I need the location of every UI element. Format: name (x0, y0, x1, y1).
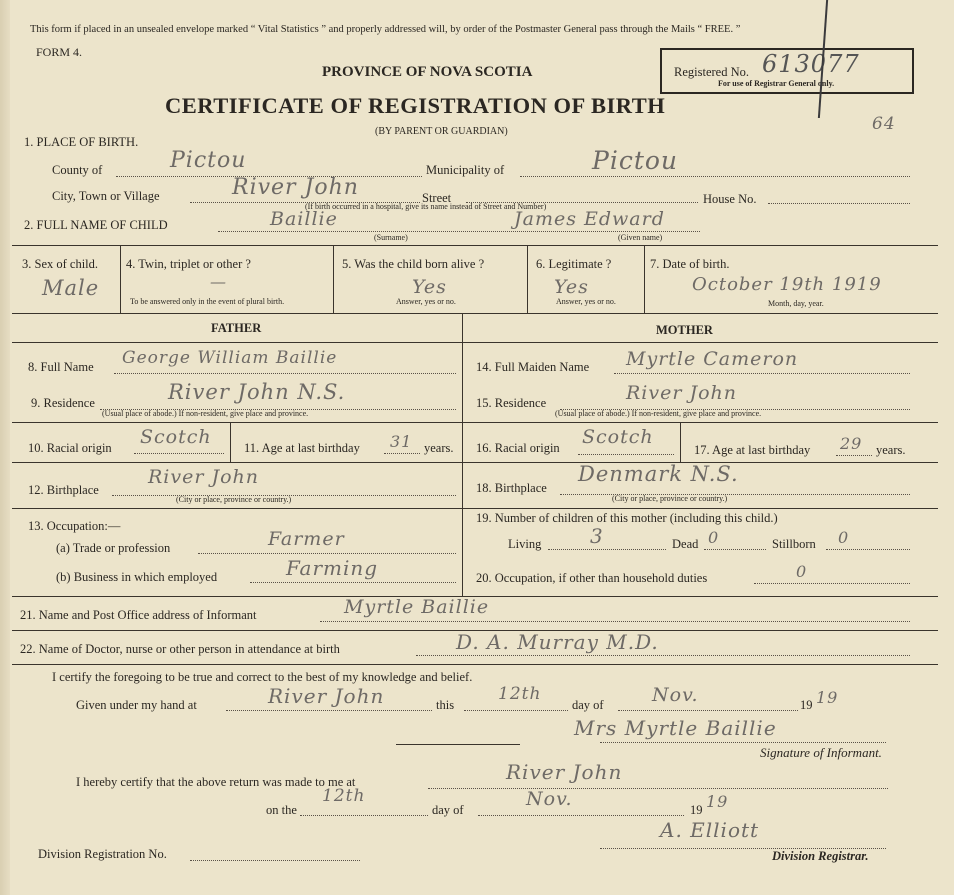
father-birthplace-caption: (City or place, province or country.) (176, 495, 292, 504)
divider (333, 245, 334, 313)
registrar-day-value: 12th (322, 786, 366, 806)
father-heading: FATHER (211, 321, 262, 335)
certify-text: I certify the foregoing to be true and correct to the best of my knowledge and belief. (52, 670, 473, 684)
mother-name-label: 14. Full Maiden Name (476, 360, 590, 374)
on-the-label: on the (266, 803, 297, 817)
day-value: 12th (498, 684, 542, 704)
trade-label: (a) Trade or profession (56, 541, 171, 555)
dead-value: 0 (708, 528, 720, 547)
house-no-label: House No. (703, 192, 757, 206)
twin-value: — (210, 272, 227, 291)
divider (120, 245, 121, 313)
signature-caption: Signature of Informant. (760, 745, 882, 760)
day-line (464, 710, 568, 711)
mother-residence-value: River John (626, 382, 738, 404)
street-label: Street (422, 191, 452, 205)
mother-heading: MOTHER (656, 323, 713, 337)
mother-name-line (614, 373, 910, 374)
father-age-line (384, 453, 420, 454)
registered-label: Registered No. (674, 65, 749, 79)
father-age-label: 11. Age at last birthday (244, 441, 360, 455)
city-value: River John (232, 175, 359, 200)
registrar-place-line (428, 788, 888, 789)
trade-value: Farmer (268, 528, 345, 550)
mother-occupation-label: 20. Occupation, if other than household duties (476, 571, 708, 585)
registration-box (660, 48, 914, 94)
informant-signature: Mrs Myrtle Baillie (574, 716, 777, 740)
mother-racial-value: Scotch (582, 426, 654, 448)
father-birthplace-label: 12. Birthplace (28, 483, 99, 497)
day-of-label: day of (572, 698, 604, 712)
child-surname: Baillie (270, 208, 338, 230)
province-heading: PROVINCE OF NOVA SCOTIA (322, 64, 533, 80)
mother-occupation-line (754, 583, 910, 584)
month-value: Nov. (652, 684, 699, 706)
business-value: Farming (286, 556, 379, 580)
father-residence-label: 9. Residence (31, 396, 95, 410)
divider (644, 245, 645, 313)
year-value: 19 (816, 688, 839, 707)
county-value: Pictou (170, 148, 247, 173)
stillborn-label: Stillborn (772, 537, 816, 551)
child-given-name: James Edward (514, 208, 665, 230)
registered-number: 613077 (762, 50, 860, 78)
paper-edge (0, 0, 10, 895)
stillborn-line (826, 549, 910, 550)
given-name-caption: (Given name) (618, 233, 663, 242)
year-prefix: 19 (800, 698, 813, 712)
given-label: Given under my hand at (76, 698, 197, 712)
father-racial-label: 10. Racial origin (28, 441, 112, 455)
dead-line (704, 549, 766, 550)
separator-rule (396, 744, 520, 745)
child-name-line (218, 231, 700, 232)
divider (680, 422, 681, 462)
rule (12, 508, 938, 509)
father-racial-value: Scotch (140, 426, 212, 448)
divider (462, 313, 463, 596)
signature-line (600, 742, 886, 743)
month-line (618, 710, 798, 711)
division-no-label: Division Registration No. (38, 847, 167, 861)
hospital-note: (If birth occurred in a hospital, give its name instead of Street and Number) (305, 202, 547, 211)
dob-value: October 19th 1919 (692, 274, 882, 295)
mother-residence-label: 15. Residence (476, 396, 547, 410)
given-place-value: River John (268, 684, 385, 708)
legit-caption: Answer, yes or no. (556, 297, 616, 306)
dob-label: 7. Date of birth. (650, 257, 730, 271)
sex-value: Male (42, 276, 100, 300)
registrar-signature: A. Elliott (660, 818, 760, 842)
mother-residence-caption: (Usual place of abode.) If non-resident, give place and province. (555, 409, 762, 418)
ink-stroke (818, 0, 854, 118)
father-name-value: George William Baillie (122, 348, 338, 368)
mother-age-line (836, 455, 872, 456)
mother-birthplace-caption: (City or place, province or country.) (612, 494, 728, 503)
rule (12, 462, 938, 463)
envelope-note: This form if placed in an unsealed envelope marked “ Vital Statistics ” and properly addressed will, by order of the Postmaster General pass through the Mails “ FREE. ” (30, 24, 741, 35)
rule (12, 245, 938, 246)
divider (527, 245, 528, 313)
municipality-label: Municipality of (426, 163, 505, 177)
corner-mark: 64 (872, 114, 896, 134)
this-label: this (436, 698, 455, 712)
legit-label: 6. Legitimate ? (536, 257, 612, 271)
father-age-value: 31 (390, 432, 413, 451)
municipality-value: Pictou (592, 146, 679, 175)
father-name-label: 8. Full Name (28, 360, 94, 374)
mother-racial-line (578, 454, 674, 455)
living-value: 3 (590, 524, 604, 548)
business-line (250, 582, 456, 583)
mother-age-label: 17. Age at last birthday (694, 443, 811, 457)
alive-value: Yes (412, 276, 447, 298)
mother-years: years. (876, 443, 906, 457)
registrar-year-value: 19 (706, 792, 729, 811)
dead-label: Dead (672, 537, 699, 551)
divider (230, 422, 231, 462)
given-place-line (226, 710, 432, 711)
registrar-day-of-label: day of (432, 803, 464, 817)
alive-caption: Answer, yes or no. (396, 297, 456, 306)
registrar-certify-text: I hereby certify that the above return was made to me at (76, 775, 356, 789)
stillborn-value: 0 (838, 528, 850, 547)
doctor-value: D. A. Murray M.D. (456, 630, 659, 654)
registrar-month-line (478, 815, 684, 816)
registrar-month-value: Nov. (526, 788, 573, 810)
form-number: FORM 4. (36, 45, 83, 59)
registrar-note: For use of Registrar General only. (718, 79, 835, 88)
twin-caption: To be answered only in the event of plural birth. (130, 297, 285, 306)
house-no-line (768, 203, 910, 204)
city-label: City, Town or Village (52, 189, 160, 203)
legit-value: Yes (554, 276, 589, 298)
municipality-line (520, 176, 910, 177)
place-of-birth-heading: 1. PLACE OF BIRTH. (24, 135, 139, 149)
mother-name-value: Myrtle Cameron (626, 348, 799, 370)
county-label: County of (52, 163, 103, 177)
father-years: years. (424, 441, 454, 455)
registrar-place-value: River John (506, 760, 623, 784)
surname-caption: (Surname) (374, 233, 408, 242)
father-residence-value: River John N.S. (168, 380, 346, 404)
business-label: (b) Business in which employed (56, 570, 218, 584)
living-line (548, 549, 666, 550)
doctor-line (416, 655, 910, 656)
father-racial-line (134, 453, 224, 454)
mother-occupation-value: 0 (796, 562, 808, 581)
rule (12, 422, 938, 423)
child-name-label: 2. FULL NAME OF CHILD (24, 218, 168, 232)
division-no-line (190, 860, 360, 861)
mother-birthplace-label: 18. Birthplace (476, 481, 547, 495)
rule (12, 313, 938, 314)
rule (12, 342, 938, 343)
children-label: 19. Number of children of this mother (including this child.) (476, 511, 778, 525)
registrar-caption: Division Registrar. (772, 849, 869, 863)
mother-racial-label: 16. Racial origin (476, 441, 560, 455)
sex-label: 3. Sex of child. (22, 257, 99, 271)
registrar-year-prefix: 19 (690, 803, 703, 817)
registrar-day-line (300, 815, 428, 816)
father-name-line (114, 373, 456, 374)
trade-line (198, 553, 456, 554)
father-occupation-label: 13. Occupation:— (28, 519, 121, 533)
informant-line (320, 621, 910, 622)
mother-birthplace-value: Denmark N.S. (578, 462, 739, 486)
mother-age-value: 29 (840, 434, 863, 453)
document-subtitle: (BY PARENT OR GUARDIAN) (375, 126, 508, 137)
rule (12, 664, 938, 665)
informant-value: Myrtle Baillie (344, 596, 490, 618)
informant-label: 21. Name and Post Office address of Informant (20, 608, 257, 622)
doctor-label: 22. Name of Doctor, nurse or other person in attendance at birth (20, 642, 340, 656)
father-birthplace-value: River John (148, 466, 260, 488)
father-residence-caption: (Usual place of abode.) If non-resident, give place and province. (102, 409, 309, 418)
twin-label: 4. Twin, triplet or other ? (126, 257, 251, 271)
living-label: Living (508, 537, 542, 551)
alive-label: 5. Was the child born alive ? (342, 257, 485, 271)
dob-caption: Month, day, year. (768, 299, 824, 308)
document-title: CERTIFICATE OF REGISTRATION OF BIRTH (165, 93, 666, 118)
